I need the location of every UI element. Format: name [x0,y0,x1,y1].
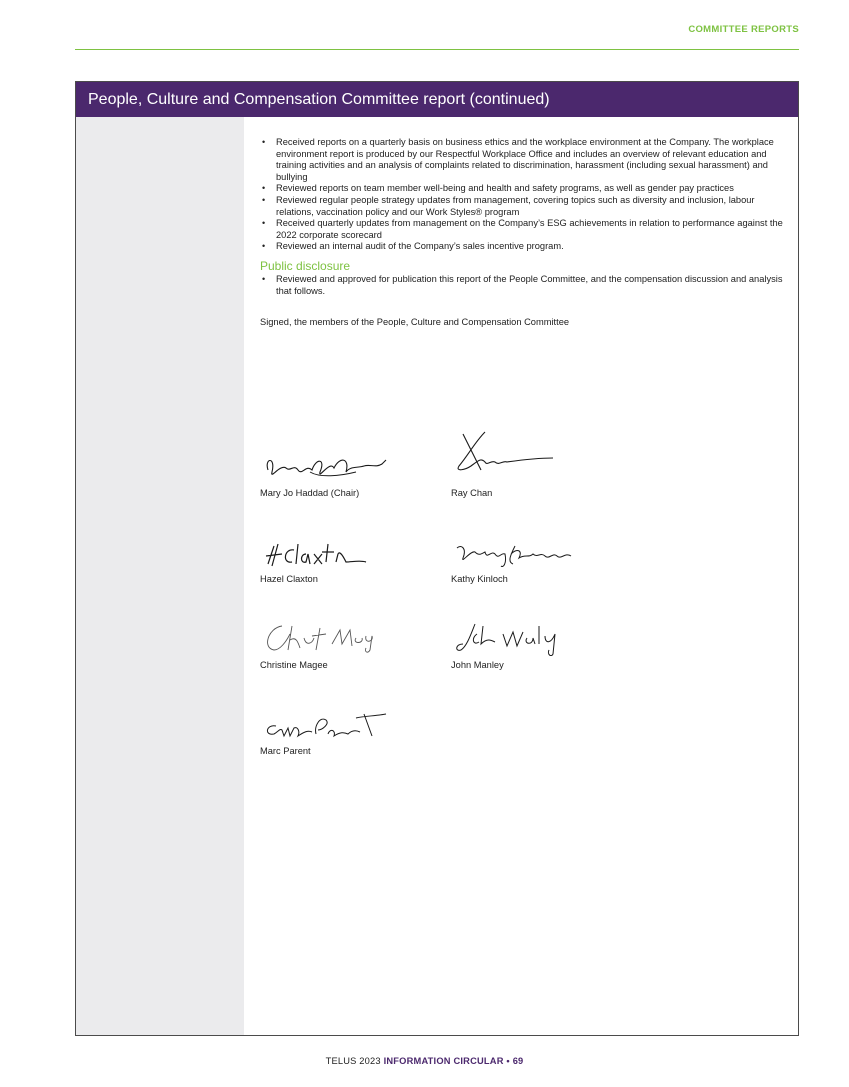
public-disclosure-heading: Public disclosure [260,258,351,273]
panel-title: People, Culture and Compensation Committee report [88,91,466,108]
public-disclosure-list [260,274,785,297]
signatory-name: John Manley [451,660,504,670]
signature-block-manley [451,620,621,670]
list-item: • Received reports on a quarterly basis on business ethics and the workplace environment at the Company. The workplace environment report is produced by our Respectful Workplace Office and includes an overview of relevant education and training activities and an analysis of complaints related to discrimination, harassment (including sexual harassment) and bullying [260,137,785,183]
signature-claxton [260,540,370,570]
signature-chan [451,428,561,484]
signatory-name: Christine Magee [260,660,328,670]
signatory-name: Kathy Kinloch [451,574,508,584]
signatory-name: Hazel Claxton [260,574,318,584]
list-item: • Reviewed regular people strategy updates from management, covering topics such as diversity and inclusion, labour relations, vaccination policy and our Work Styles® program [260,195,785,218]
signature-block-claxton [260,540,430,584]
activity-list [260,137,785,253]
list-item: • Received quarterly updates from management on the Company’s ESG achievements in relation to performance against the 2022 corporate scorecard [260,218,785,241]
report-content [260,137,785,329]
signature-parent [260,708,400,742]
signed-statement: Signed, the members of the People, Culture and Compensation Committee [260,317,570,328]
signature-block-kinloch [451,540,621,584]
list-item: • Reviewed an internal audit of the Company’s sales incentive program. [260,241,785,253]
panel-header [76,82,798,117]
signature-block-parent [260,708,430,756]
signatory-name: Mary Jo Haddad (Chair) [260,488,360,498]
page-number: 69 [512,1056,524,1066]
report-panel [75,81,799,1036]
signature-kinloch [451,540,581,570]
section-label: COMMITTEE REPORTS [688,24,799,35]
signature-block-chan [451,428,621,498]
signatory-name: Ray Chan [451,488,493,498]
footer-prefix: TELUS 2023 [325,1056,381,1066]
signature-manley [451,620,581,656]
signature-haddad [260,450,400,484]
side-column [76,117,244,1035]
list-item: • Reviewed reports on team member well-being and health and safety programs, as well as gender pay practices [260,183,785,195]
page-footer [0,1056,849,1066]
signature-magee [260,620,390,656]
top-rule [75,49,799,50]
footer-separator: • [506,1056,510,1066]
signature-block-magee [260,620,430,670]
signature-block-haddad [260,450,430,498]
footer-publication: INFORMATION CIRCULAR [383,1056,504,1066]
list-item: • Reviewed and approved for publication this report of the People Committee, and the compensation discussion and analysis that follows. [260,274,785,297]
panel-title-suffix: (continued) [469,91,550,108]
signatory-name: Marc Parent [260,746,311,756]
